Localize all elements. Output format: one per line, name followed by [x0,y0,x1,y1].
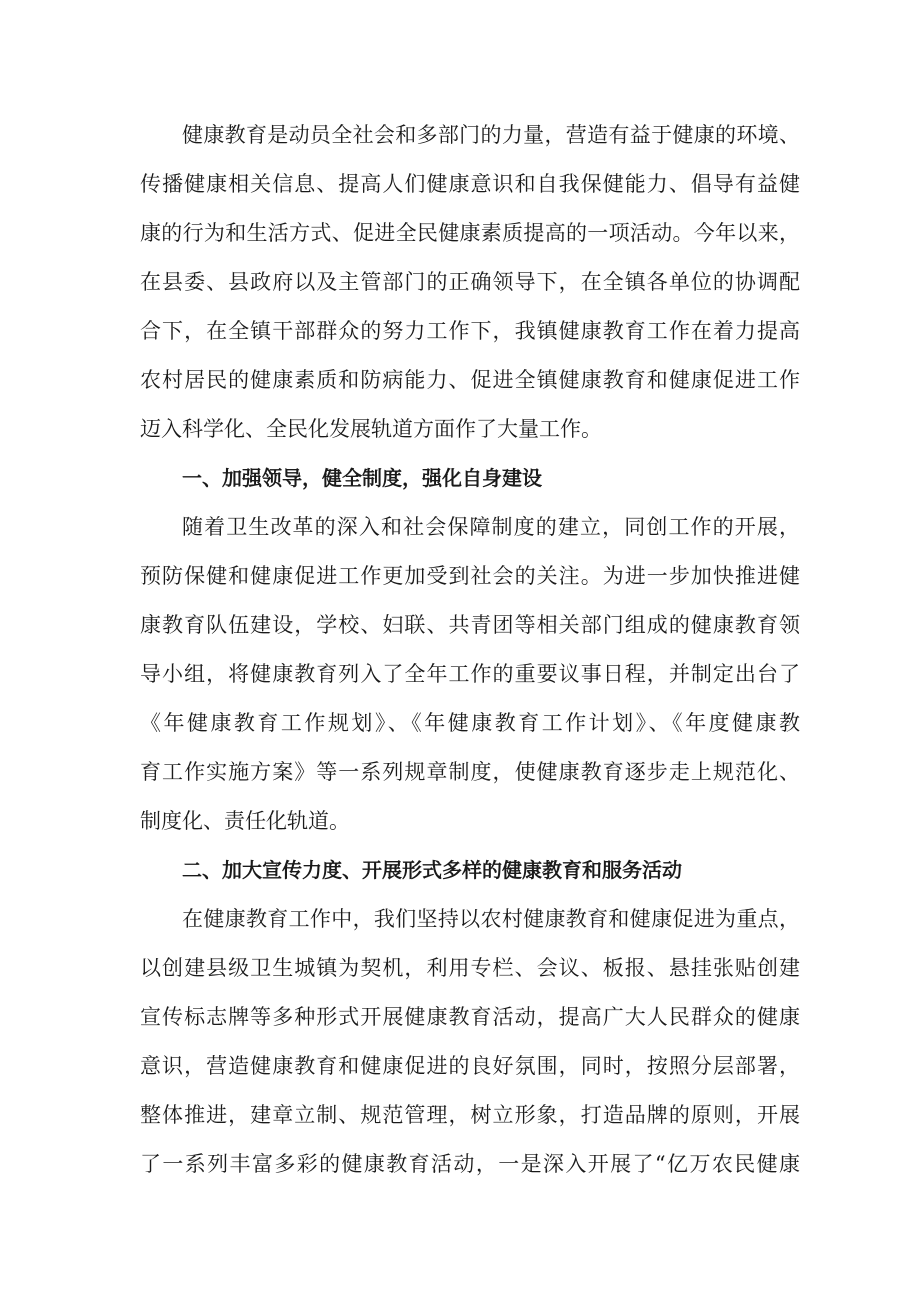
section-heading-1: 一、加强领导，健全制度，强化自身建设 [182,466,542,490]
paragraph-line: 整体推进，建章立制、规范管理，树立形象，打造品牌的原则，开展 [140,1103,800,1127]
paragraph-line: 制度化、责任化轨道。 [140,809,350,833]
paragraph-line: 宣传标志牌等多种形式开展健康教育活动，提高广大人民群众的健康 [140,1005,800,1029]
document-body [140,111,800,1189]
paragraph-line: 健康教育是动员全社会和多部门的力量，营造有益于健康的环境、 [182,123,800,147]
paragraph-line: 导小组，将健康教育列入了全年工作的重要议事日程，并制定出台了 [140,662,800,686]
paragraph-line: 康的行为和生活方式、促进全民健康素质提高的一项活动。今年以来， [140,221,800,245]
paragraph-line: 随着卫生改革的深入和社会保障制度的建立，同创工作的开展， [182,515,800,539]
paragraph-line: 在县委、县政府以及主管部门的正确领导下，在全镇各单位的协调配 [140,270,800,294]
paragraph-line: 迈入科学化、全民化发展轨道方面作了大量工作。 [140,417,602,441]
paragraph-line: 预防保健和健康促进工作更加受到社会的关注。为进一步加快推进健 [140,564,800,588]
paragraph-line: 育工作实施方案》等一系列规章制度，使健康教育逐步走上规范化、 [140,760,800,784]
paragraph-line: 农村居民的健康素质和防病能力、促进全镇健康教育和健康促进工作 [140,368,800,392]
paragraph-line: 意识，营造健康教育和健康促进的良好氛围，同时，按照分层部署， [140,1054,800,1078]
paragraph-line: 康教育队伍建设，学校、妇联、共青团等相关部门组成的健康教育领 [140,613,800,637]
paragraph-line: 了一系列丰富多彩的健康教育活动，一是深入开展了“亿万农民健康 [140,1152,800,1176]
paragraph-line: 《年健康教育工作规划》、《年健康教育工作计划》、《年度健康教 [140,711,800,735]
paragraph-line: 在健康教育工作中，我们坚持以农村健康教育和健康促进为重点， [182,907,800,931]
paragraph-line: 以创建县级卫生城镇为契机，利用专栏、会议、板报、悬挂张贴创建 [140,956,800,980]
section-heading-2: 二、加大宣传力度、开展形式多样的健康教育和服务活动 [182,858,682,882]
paragraph-line: 传播健康相关信息、提高人们健康意识和自我保健能力、倡导有益健 [140,172,800,196]
paragraph-line: 合下，在全镇干部群众的努力工作下，我镇健康教育工作在着力提高 [140,319,800,343]
